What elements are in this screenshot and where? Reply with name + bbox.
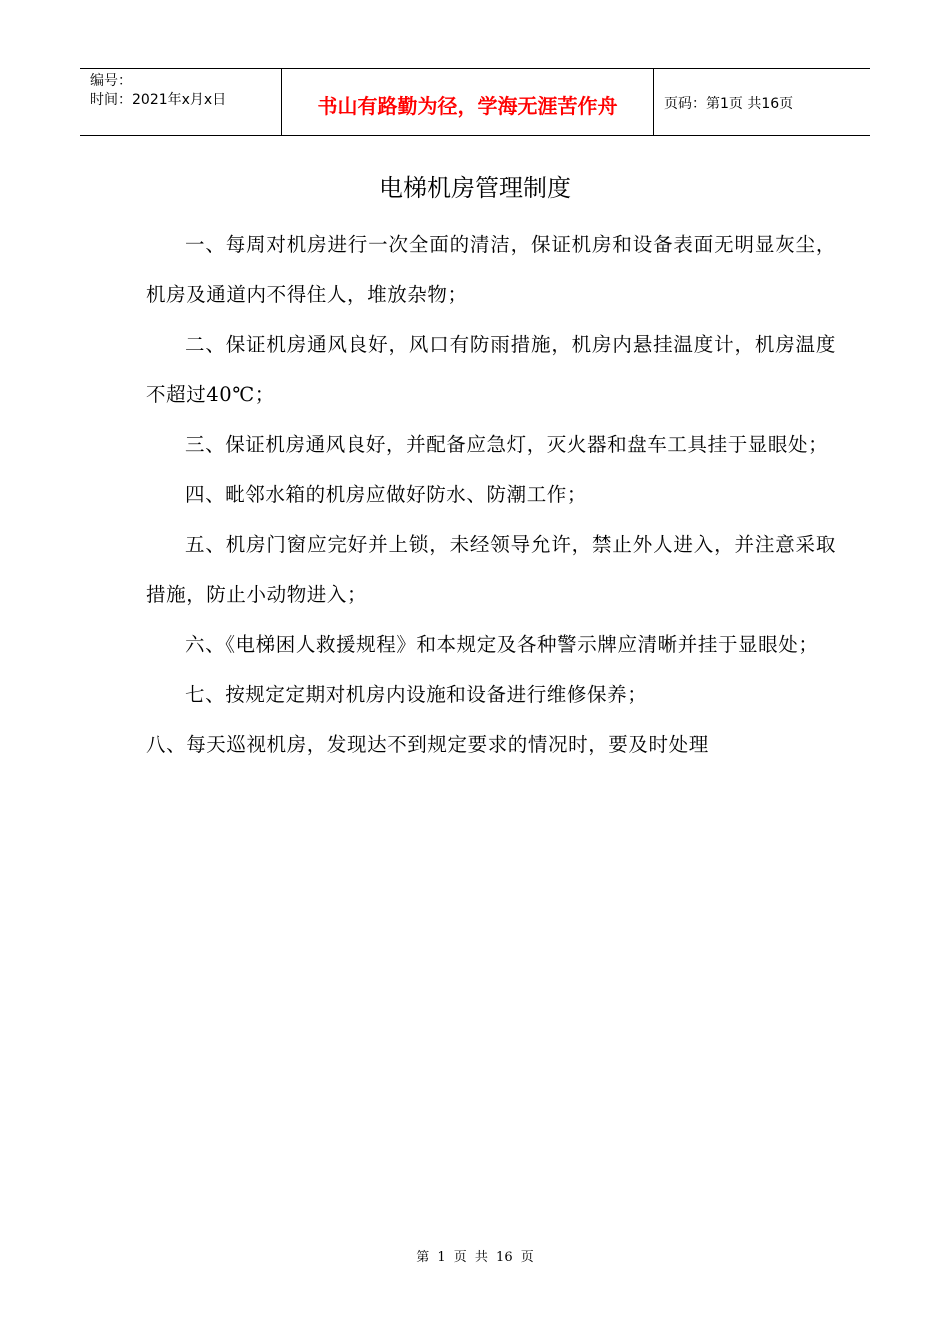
document-header: [80, 68, 870, 136]
document-body: [146, 220, 836, 770]
header-motto: 书山有路勤为径，学海无涯苦作舟: [282, 69, 654, 135]
time-label: 时间：2021年x月x日: [90, 92, 227, 108]
paragraph-8: 八、每天巡视机房，发现达不到规定要求的情况时，要及时处理: [146, 733, 709, 756]
number-label: 编号：: [90, 73, 132, 89]
header-page-info: 页码：第1页 共16页: [664, 96, 794, 112]
paragraph-2: 二、保证机房通风良好，风口有防雨措施，机房内悬挂温度计，机房温度不超过40℃；: [146, 333, 836, 406]
paragraph-6: 六、《电梯困人救援规程》和本规定及各种警示牌应清晰并挂于显眼处；: [185, 633, 819, 656]
page-footer: 第 1 页 共 16 页: [416, 1250, 534, 1265]
paragraph-4: 四、毗邻水箱的机房应做好防水、防潮工作；: [185, 483, 588, 506]
paragraph-1: 一、每周对机房进行一次全面的清洁，保证机房和设备表面无明显灰尘，机房及通道内不得住人，堆放杂物；: [146, 233, 836, 306]
paragraph-5: 五、机房门窗应完好并上锁，未经领导允许，禁止外人进入，并注意采取措施，防止小动物进入；: [146, 533, 836, 606]
document-title: 电梯机房管理制度: [379, 174, 571, 202]
header-meta: [80, 69, 282, 135]
paragraph-7: 七、按规定定期对机房内设施和设备进行维修保养；: [185, 683, 648, 706]
paragraph-3: 三、保证机房通风良好，并配备应急灯，灭火器和盘车工具挂于显眼处；: [185, 433, 829, 456]
